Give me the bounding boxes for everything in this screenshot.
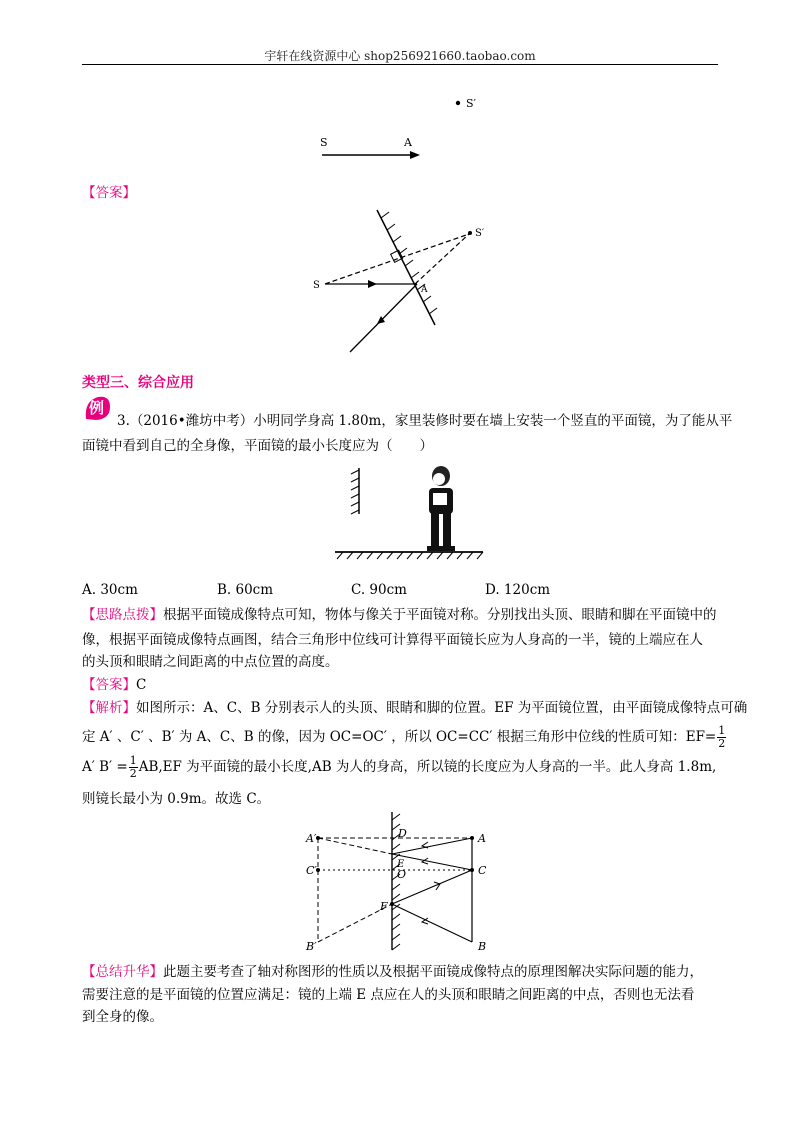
page-header: 宇轩在线资源中心 shop256921660.taobao.com bbox=[264, 49, 536, 63]
summary-line-3: 到全身的像。 bbox=[82, 1009, 163, 1025]
question-line-1: 3.（2016•潍坊中考）小明同学身高 1.80m，家里装修时要在墙上安装一个竖直的平面镜，为了能从平 bbox=[117, 413, 733, 429]
ray-f-b bbox=[392, 904, 472, 942]
label-s-prime: S′ bbox=[475, 228, 485, 239]
mirror-hatching bbox=[351, 470, 359, 514]
hint-line-2: 像，根据平面镜成像特点画图，结合三角形中位线可计算得平面镜长应为人身高的一半，镜的上端应在人 bbox=[82, 632, 703, 648]
hint-line-1 bbox=[82, 603, 717, 628]
answer-tag-1: 【答案】 bbox=[82, 185, 136, 201]
analysis-text-1: 如图所示：A、C、B 分别表示人的头顶、眼睛和脚的位置。EF 为平面镜位置，由平面镜成像特点可确 bbox=[136, 700, 748, 716]
option-a: A. 30cm bbox=[82, 582, 138, 598]
point-s-prime bbox=[468, 231, 472, 235]
label-a: A bbox=[478, 832, 486, 845]
figure-3-person-and-mirror bbox=[335, 462, 485, 562]
example-badge bbox=[82, 393, 112, 423]
label-e: E bbox=[397, 859, 405, 870]
analysis-text-3b: AB,EF 为平面镜的最小长度,AB 为人的身高，所以镜的长度应为人身高的一半。此人身高 1.8m, bbox=[138, 759, 717, 775]
label-b: B bbox=[478, 940, 487, 953]
answer-value: C bbox=[136, 677, 147, 693]
label-b-prime: B′ bbox=[306, 940, 317, 953]
figure-4-mirror-geometry bbox=[300, 810, 500, 955]
option-d: D. 120cm bbox=[485, 582, 551, 598]
person-figure bbox=[427, 466, 455, 551]
analysis-tag: 【解析】 bbox=[82, 700, 136, 716]
badge-label: 例 bbox=[89, 399, 105, 417]
incident-arrowhead bbox=[368, 280, 377, 288]
hint-line-3: 的头顶和眼睛之间距离的中点位置的高度。 bbox=[82, 654, 339, 670]
point-a bbox=[470, 836, 474, 840]
label-s-prime: S′ bbox=[466, 97, 477, 110]
point-a-prime bbox=[316, 836, 320, 840]
label-d: D bbox=[398, 827, 407, 840]
summary-line-1 bbox=[82, 960, 703, 985]
analysis-line-4: 则镜长最小为 0.9m。故选 C。 bbox=[82, 791, 271, 807]
floor-hatching bbox=[337, 552, 483, 559]
label-a: A bbox=[421, 285, 428, 295]
header-rule bbox=[82, 64, 718, 65]
dashed-a-to-s-prime bbox=[415, 234, 469, 284]
reflected-ray bbox=[350, 284, 417, 352]
point-s-prime bbox=[456, 101, 460, 105]
label-a: A bbox=[404, 136, 412, 149]
dashed-s-to-s-prime bbox=[325, 234, 469, 284]
point-f bbox=[390, 902, 394, 906]
summary-text-1: 此题主要考查了轴对称图形的性质以及根据平面镜成像特点的原理图解决实际问题的能力， bbox=[163, 964, 703, 980]
figure-2-reflection-diagram bbox=[305, 200, 515, 360]
fraction-den: 2 bbox=[129, 767, 137, 780]
label-s: S bbox=[313, 280, 320, 291]
question-line-2: 面镜中看到自己的全身像，平面镜的最小长度应为（ ） bbox=[82, 438, 433, 454]
analysis-line-2 bbox=[82, 725, 727, 750]
fraction-den: 2 bbox=[718, 737, 726, 750]
figure-1-point-and-ray bbox=[300, 88, 490, 168]
ray-e-a bbox=[392, 838, 472, 854]
option-b: B. 60cm bbox=[217, 582, 274, 598]
answer-line-2 bbox=[82, 673, 146, 698]
label-c-prime: C′ bbox=[306, 864, 317, 877]
fraction-num: 1 bbox=[129, 754, 137, 767]
fraction-one-half-a bbox=[717, 725, 726, 750]
label-f: F bbox=[380, 900, 388, 913]
mirror-line bbox=[377, 210, 435, 325]
analysis-line-3 bbox=[82, 755, 716, 780]
mirror-hatching bbox=[381, 212, 437, 314]
section-title: 类型三、综合应用 bbox=[82, 375, 194, 391]
summary-tag: 【总结升华】 bbox=[82, 964, 163, 980]
option-c: C. 90cm bbox=[351, 582, 407, 598]
analysis-text-3a: A′ B′ = bbox=[82, 759, 128, 775]
hint-tag: 【思路点拨】 bbox=[82, 607, 163, 623]
label-o: O bbox=[397, 868, 407, 881]
label-a-prime: A′ bbox=[306, 832, 317, 845]
point-c bbox=[470, 868, 474, 872]
label-s: S bbox=[320, 136, 328, 149]
hint-text-1: 根据平面镜成像特点可知，物体与像关于平面镜对称。分别找出头顶、眼睛和脚在平面镜中的 bbox=[163, 607, 717, 623]
analysis-text-2: 定 A′ 、C′ 、B′ 为 A、C、B 的像，因为 OC=OC′ ，所以 OC=CC′ 根据三角形中位线的性质可知：EF= bbox=[82, 729, 717, 745]
ray-arrowhead bbox=[410, 151, 420, 159]
fraction-one-half-b bbox=[129, 755, 138, 780]
dashed-a-prime-e bbox=[318, 838, 392, 854]
answer-tag-2: 【答案】 bbox=[82, 677, 136, 693]
summary-line-2: 需要注意的是平面镜的位置应满足：镜的上端 E 点应在人的头顶和眼睛之间距离的中点，否则也无法看 bbox=[82, 987, 695, 1003]
analysis-line-1 bbox=[82, 696, 747, 721]
fraction-num: 1 bbox=[718, 724, 726, 737]
label-c: C bbox=[478, 864, 487, 877]
